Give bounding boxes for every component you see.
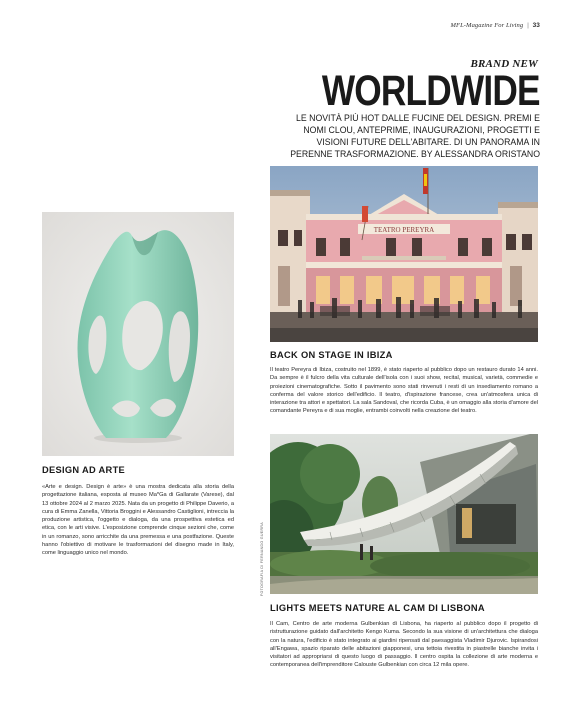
- photo-credit: FOTOGRAFIA DI FERNANDO GUERRA: [260, 522, 264, 596]
- vase-photo: [42, 212, 234, 456]
- lisbona-body: Il Cam, Centro de arte moderna Gulbenkian di Lisbona, ha riaperto al pubblico dopo il progetto di ristrutturazione guidato dall'architetto Kengo Kuma. Secondo la sua visione di un'architettura che dialoga con la natura, l'edificio è stato integrato ai giardini ripensati dal paesaggista Vladimir Djurovic. Ispirandosi all'Engawa, spazio riparato delle abitazioni giapponesi, una tettoia rivestita in piastrelle bianche invita i visitatori ad appropriarsi di questo luogo di passaggio. Il centro ospita la collezione di arte moderna e contemporanea dell'imprenditore Calouste Gulbenkian con circa 12 mila opere.: [270, 621, 538, 669]
- ibiza-body: Il teatro Pereyra di Ibiza, costruito nel 1899, è stato riaperto al pubblico dopo un restauro durato 14 anni. Da sempre è il fulcro della vita culturale dell'isola con i suoi show, recital, musical, varietà, commedie e proiezioni cinematografiche. Sotto il pavimento sono stati rinvenuti i resti di un insediamento romano a conferma del valore storico dell'edificio. Il teatro, d'ispirazione francese, crea un'atmosfera unica di interazione tra attori e spettatori. La sala Sandoval, che ricorda Cuba, è un omaggio alla storia d'amore del comandante Pereyra e di sua moglie, entrambi coinvolti nella creazione del teatro.: [270, 367, 538, 415]
- teatro-sign: TEATRO PEREYRA: [373, 226, 435, 234]
- page-number: 33: [532, 22, 540, 29]
- running-head-separator: |: [526, 22, 529, 29]
- design-title: DESIGN AD ARTE: [42, 465, 126, 475]
- teatro-pereyra-photo: [270, 166, 538, 342]
- page-headline: WORLDWIDE: [322, 67, 540, 115]
- kicker: BRAND NEW: [470, 58, 538, 70]
- magazine-name: MFL-Magazine For Living: [450, 22, 524, 29]
- running-head: [450, 22, 540, 29]
- cam-lisbona-photo: [270, 434, 538, 594]
- design-body: «Arte e design. Design è arte» è una mostra dedicata alla storia della progettazione italiana, esposta al museo Ma*Ga di Gallarate (Varese), dal 13 ottobre 2024 al 2 marzo 2025. Nata da un progetto di Philippe Daverio, a cura di Emma Zanella, Vittoria Broggini e Alessandro Castiglioni, intreccia la produzione artistica, l'oggetto e dialoga, da una prospettiva estetica ed etica, con le arti visive. L'esposizione comprende cinque sezioni che, come in un romanzo, sono arricchite da una premessa e una postfazione. Queste hanno l'obiettivo di motivare le trasformazioni del disegno made in Italy, come linguaggio unico nel mondo.: [42, 484, 234, 557]
- lisbona-title: LIGHTS MEETS NATURE AL CAM DI LISBONA: [270, 603, 485, 613]
- ibiza-title: BACK ON STAGE IN IBIZA: [270, 350, 393, 360]
- deck-standfirst: LE NOVITÀ PIÙ HOT DALLE FUCINE DEL DESIGN. PREMI E NOMI CLOU, ANTEPRIME, INAUGURAZIONI, PROGETTI E VISIONI FUTURE DELL'ABITARE. DI UN PANORAMA IN PERENNE TRASFORMAZIONE. BY ALESSANDRA ORISTANO: [290, 113, 540, 159]
